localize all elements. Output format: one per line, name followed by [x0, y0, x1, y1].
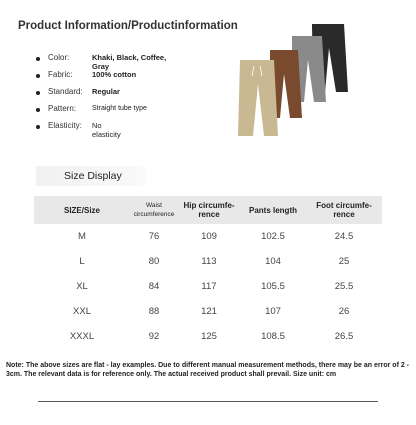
- attribute-pattern: [36, 103, 236, 120]
- foot-cell: 26: [338, 306, 350, 317]
- hip-cell: 125: [201, 331, 217, 342]
- attribute-list: [36, 52, 236, 146]
- size-cell: XXL: [73, 306, 91, 317]
- product-info-title: Product Information/Productinformation: [18, 20, 238, 32]
- length-cell: 107: [265, 306, 281, 317]
- attribute-value: Straight tube type: [92, 105, 147, 112]
- khaki-pants: [238, 60, 278, 136]
- divider: [38, 401, 378, 402]
- header-waist: Waist circumference: [133, 202, 175, 218]
- foot-cell: 24.5: [334, 231, 354, 242]
- size-table: [34, 196, 382, 349]
- bullet-icon: [36, 74, 40, 78]
- hip-cell: 121: [201, 306, 217, 317]
- table-header: [34, 196, 382, 224]
- attribute-value: Regular: [92, 87, 120, 96]
- table-row: [34, 249, 382, 274]
- length-cell: 102.5: [261, 231, 285, 242]
- waist-cell: 80: [148, 256, 160, 267]
- foot-cell: 25: [338, 256, 350, 267]
- attribute-key: Elasticity:: [48, 121, 82, 130]
- attribute-key: Fabric:: [48, 70, 73, 79]
- foot-cell: 25.5: [334, 281, 354, 292]
- attribute-elasticity: [36, 120, 236, 146]
- size-cell: L: [79, 256, 85, 267]
- waist-cell: 92: [148, 331, 160, 342]
- bullet-icon: [36, 91, 40, 95]
- length-cell: 105.5: [261, 281, 285, 292]
- size-display-heading: [36, 166, 146, 186]
- size-cell: M: [78, 231, 86, 242]
- hip-cell: 117: [201, 281, 217, 292]
- attribute-key: Standard:: [48, 87, 83, 96]
- attribute-color: [36, 52, 236, 69]
- table-row: [34, 274, 382, 299]
- attribute-fabric: [36, 69, 236, 86]
- hip-cell: 109: [201, 231, 217, 242]
- measurement-note: Note: The above sizes are flat - lay examples. Due to different manual measurement methods, there may be an error of 2 - 3cm. The relevant data is for reference only. The actual received product shall prevail. Size unit: cm: [6, 362, 410, 378]
- bullet-icon: [36, 57, 40, 61]
- bullet-icon: [36, 125, 40, 129]
- table-row: [34, 224, 382, 249]
- size-display-title: Size Display: [64, 170, 122, 182]
- waist-cell: 84: [148, 281, 160, 292]
- header-hip: Hip circumfe- rence: [183, 201, 235, 219]
- attribute-key: Pattern:: [48, 104, 77, 113]
- hip-cell: 113: [201, 256, 217, 267]
- attribute-key: Color:: [48, 53, 70, 62]
- size-cell: XXXL: [69, 331, 95, 342]
- header-foot: Foot circumfe- rence: [316, 201, 372, 219]
- table-row: [34, 299, 382, 324]
- size-cell: XL: [76, 281, 88, 292]
- attribute-value: Khaki, Black, Coffee, Gray: [92, 53, 167, 71]
- waist-cell: 88: [148, 306, 160, 317]
- header-length: Pants length: [248, 205, 297, 215]
- bullet-icon: [36, 108, 40, 112]
- attribute-standard: [36, 86, 236, 103]
- foot-cell: 26.5: [334, 331, 354, 342]
- length-cell: 108.5: [261, 331, 285, 342]
- header-size: SIZE/Size: [63, 205, 100, 215]
- pants-product-image: [232, 18, 354, 146]
- table-row: [34, 324, 382, 349]
- length-cell: 104: [265, 256, 281, 267]
- waist-cell: 76: [148, 231, 160, 242]
- attribute-value: 100% cotton: [92, 70, 137, 79]
- attribute-value: No elasticity: [92, 121, 121, 139]
